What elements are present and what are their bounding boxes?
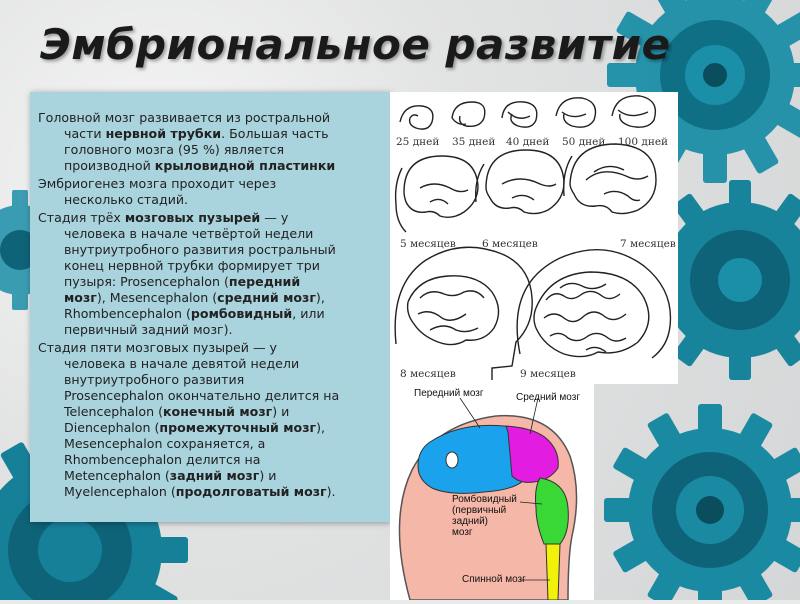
text-line: Metencephalon (задний мозг) и <box>64 468 277 483</box>
text-line: головного мозга (95 %) является <box>64 142 285 157</box>
text-line: первичный задний мозг). <box>64 322 233 337</box>
stage-label-8-months: 8 месяцев <box>400 368 456 380</box>
text-line: Rhombencephalon делится на <box>64 452 261 467</box>
stage-label-9-months: 9 месяцев <box>520 368 576 380</box>
text-line: Стадия пяти мозговых пузырей — у <box>38 340 278 355</box>
stage-label-5-months: 5 месяцев <box>400 238 456 250</box>
stage-label-6-months: 6 месяцев <box>482 238 538 250</box>
text-line: человека в начале четвёртой недели <box>64 226 314 241</box>
text-line: внутриутробного развития ростральный <box>64 242 336 257</box>
slide-title: Эмбриональное развитие <box>40 20 671 69</box>
stage-label-7-months: 7 месяцев <box>620 238 676 250</box>
stage-label-50-days: 50 дней <box>562 136 606 148</box>
brain-stages-image <box>390 92 678 384</box>
text-line: Стадия трёх мозговых пузырей — у <box>38 210 289 225</box>
paragraph-4 <box>38 340 382 500</box>
text-line: человека в начале девятой недели <box>64 356 300 371</box>
spinal-cord-label: Спинной мозг <box>462 574 526 585</box>
text-line: Telencephalon (конечный мозг) и <box>64 404 290 419</box>
text-line: Diencephalon (промежуточный мозг), <box>64 420 326 435</box>
text-line: конец нервной трубки формирует три <box>64 258 320 273</box>
rhombencephalon-label: Ромбовидный (первичный задний) мозг <box>452 494 517 538</box>
midbrain-label: Средний мозг <box>516 392 580 403</box>
brain-vesicles-diagram <box>390 384 594 600</box>
paragraph-2 <box>38 176 382 208</box>
text-line: Головной мозг развивается из ростральной <box>38 110 331 125</box>
text-line: Rhombencephalon (ромбовидный, или <box>64 306 325 321</box>
text-line: внутриутробного развития <box>64 372 245 387</box>
text-panel <box>30 92 390 522</box>
text-line: производной крыловидной пластинки <box>64 158 336 173</box>
text-line: пузыря: Prosencephalon (передний <box>64 274 301 289</box>
eye-shape <box>446 452 458 468</box>
stage-label-40-days: 40 дней <box>506 136 550 148</box>
spinal-cord-shape <box>546 544 560 600</box>
paragraph-3 <box>38 210 382 338</box>
text-line: Mesencephalon сохраняется, а <box>64 436 266 451</box>
text-line: мозг), Mesencephalon (средний мозг), <box>64 290 325 305</box>
gear-decoration-bottom-right <box>600 400 800 600</box>
text-line: Эмбриогенез мозга проходит через <box>38 176 277 191</box>
text-line: Myelencephalon (продолговатый мозг). <box>64 484 336 499</box>
paragraph-1 <box>38 110 382 174</box>
vesicles-illustration <box>390 384 594 600</box>
stage-label-35-days: 35 дней <box>452 136 496 148</box>
text-line: части нервной трубки. Большая часть <box>64 126 329 141</box>
forebrain-label: Передний мозг <box>414 388 484 399</box>
text-line: несколько стадий. <box>64 192 189 207</box>
stage-label-100-days: 100 дней <box>618 136 669 148</box>
stage-label-25-days: 25 дней <box>396 136 440 148</box>
text-line: Prosencephalon окончательно делится на <box>64 388 340 403</box>
